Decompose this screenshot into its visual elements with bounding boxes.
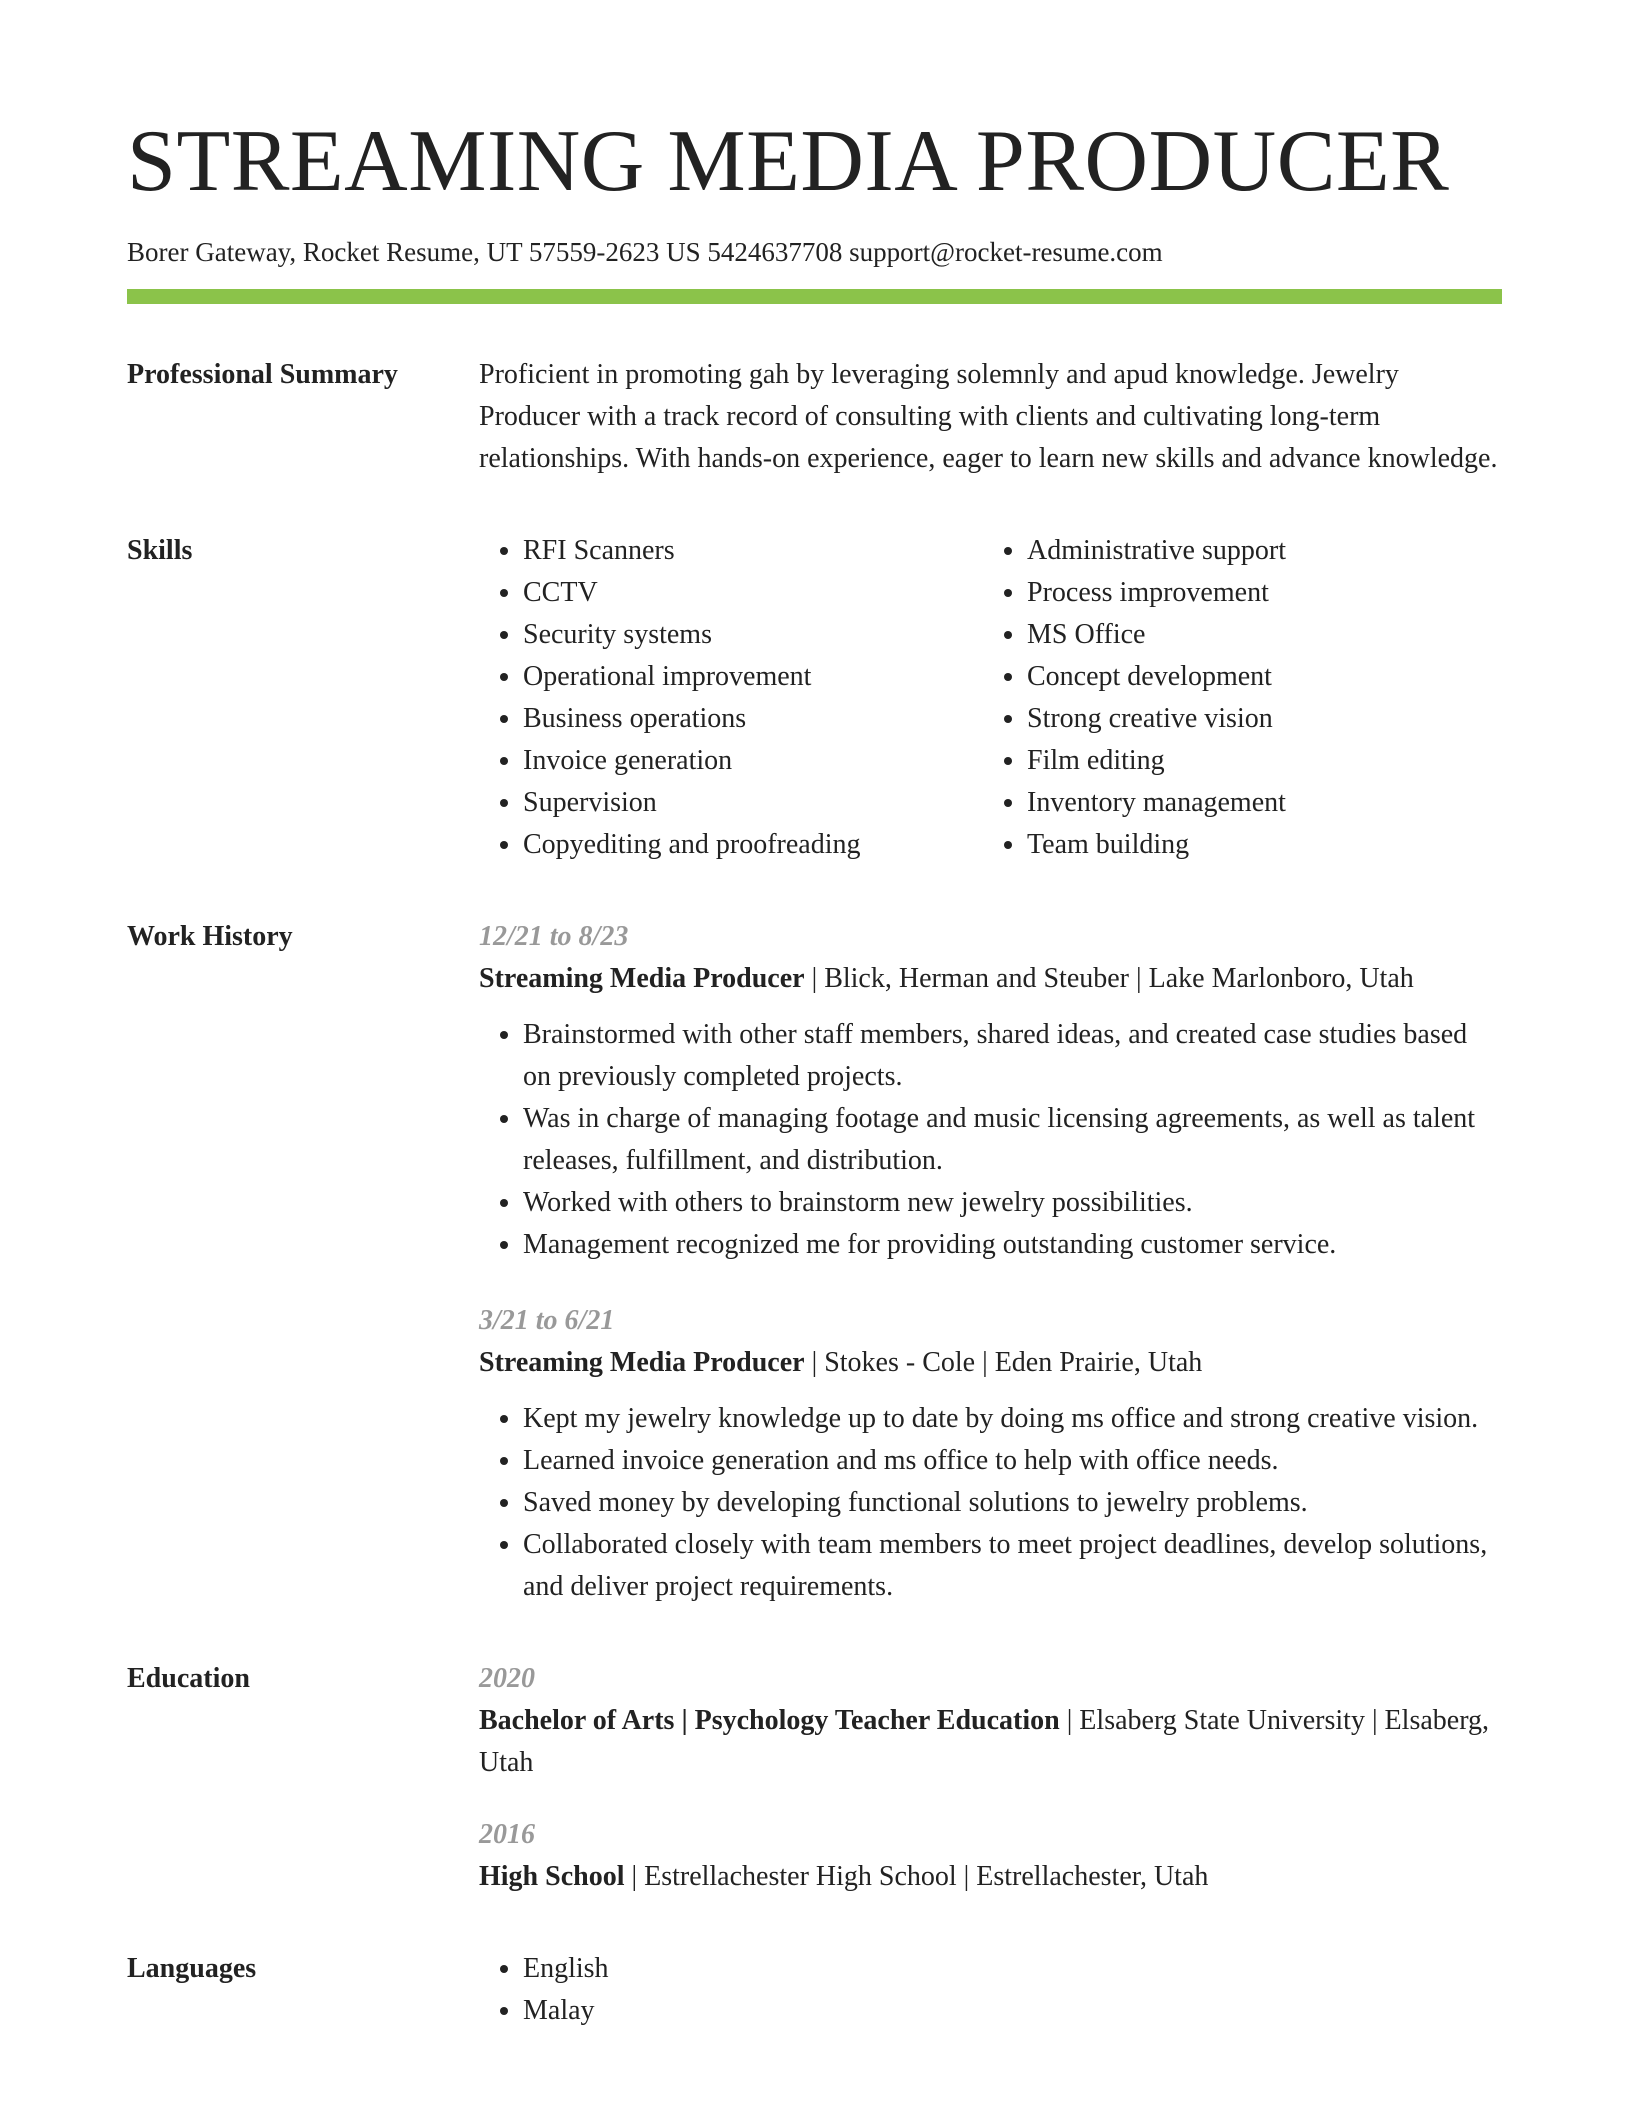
skill-item: • Copyediting and proofreading — [523, 824, 983, 866]
section-label-languages: Languages — [127, 1953, 257, 1985]
education-degree: High School — [479, 1861, 625, 1893]
summary-text: Proficient in promoting gah by leveraging solemnly and apud knowledge. Jewelry Producer with a track record of consulting with clients and cultivating long-term relationships. With hands-on experience, eager to learn new skills and advance knowledge. — [479, 359, 1498, 475]
section-label-summary: Professional Summary — [127, 359, 398, 391]
skill-item: • Film editing — [1027, 740, 1487, 782]
skill-item: • Operational improvement — [523, 656, 983, 698]
education-details: | Estrellachester High School | Estrellachester, Utah — [624, 1861, 1209, 1893]
education-details: | Elsaberg State University | Elsaberg, Utah — [479, 1705, 1490, 1779]
job-entry — [479, 1300, 1502, 1608]
skill-item: • Business operations — [523, 698, 983, 740]
job-bullet: • Learned invoice generation and ms office to help with office needs. — [523, 1440, 1502, 1482]
skill-item: • MS Office — [1027, 614, 1487, 656]
resume-page — [127, 113, 1502, 2032]
job-bullets — [479, 1398, 1502, 1608]
skills-list-left — [479, 530, 983, 866]
job-bullet: • Was in charge of managing footage and music licensing agreements, as well as talent releases, fulfillment, and distribution. — [523, 1098, 1502, 1182]
languages-list — [479, 1948, 1502, 2032]
job-title: Streaming Media Producer — [479, 963, 805, 995]
skill-item: • Supervision — [523, 782, 983, 824]
section-label-education: Education — [127, 1663, 250, 1695]
education-section — [127, 1658, 1502, 1898]
education-year: 2016 — [479, 1819, 535, 1851]
job-bullet: • Saved money by developing functional solutions to jewelry problems. — [523, 1482, 1502, 1524]
education-entry — [479, 1658, 1502, 1784]
skill-item: • Inventory management — [1027, 782, 1487, 824]
job-bullet: • Worked with others to brainstorm new jewelry possibilities. — [523, 1182, 1502, 1224]
skill-item: • Process improvement — [1027, 572, 1487, 614]
skills-list-right — [983, 530, 1487, 866]
skill-item: • Concept development — [1027, 656, 1487, 698]
job-title: Streaming Media Producer — [479, 1347, 805, 1379]
job-details: | Blick, Herman and Steuber | Lake Marlonboro, Utah — [804, 963, 1414, 995]
header-divider — [127, 289, 1502, 304]
skill-item: • Administrative support — [1027, 530, 1487, 572]
job-heading — [479, 1342, 1502, 1384]
language-item: • English — [523, 1948, 1502, 1990]
education-heading — [479, 1700, 1502, 1784]
education-entry — [479, 1814, 1502, 1898]
languages-section — [127, 1948, 1502, 2032]
skill-item: • Invoice generation — [523, 740, 983, 782]
skill-item: • Team building — [1027, 824, 1487, 866]
education-degree: Bachelor of Arts | Psychology Teacher Education — [479, 1705, 1060, 1737]
contact-line: Borer Gateway, Rocket Resume, UT 57559-2623 US 5424637708 support@rocket-resume.com — [127, 237, 1163, 267]
job-bullet: • Collaborated closely with team members to meet project deadlines, develop solutions, and deliver project requirements. — [523, 1524, 1502, 1608]
job-bullet: • Management recognized me for providing outstanding customer service. — [523, 1224, 1502, 1266]
job-bullet: • Kept my jewelry knowledge up to date by doing ms office and strong creative vision. — [523, 1398, 1502, 1440]
job-details: | Stokes - Cole | Eden Prairie, Utah — [804, 1347, 1203, 1379]
skill-item: • CCTV — [523, 572, 983, 614]
job-heading — [479, 958, 1502, 1000]
job-bullet: • Brainstormed with other staff members, shared ideas, and created case studies based on previously completed projects. — [523, 1014, 1502, 1098]
job-dates: 12/21 to 8/23 — [479, 921, 629, 953]
work-history-section — [127, 916, 1502, 1608]
resume-name-heading: STREAMING MEDIA PRODUCER — [127, 113, 1450, 210]
language-item: • Malay — [523, 1990, 1502, 2032]
section-label-work-history: Work History — [127, 921, 293, 953]
job-entry — [479, 916, 1502, 1266]
skill-item: • Security systems — [523, 614, 983, 656]
job-dates: 3/21 to 6/21 — [479, 1305, 615, 1337]
education-year: 2020 — [479, 1663, 535, 1695]
education-heading — [479, 1856, 1502, 1898]
job-bullets — [479, 1014, 1502, 1266]
skill-item: • Strong creative vision — [1027, 698, 1487, 740]
section-label-skills: Skills — [127, 535, 193, 567]
skill-item: • RFI Scanners — [523, 530, 983, 572]
summary-section — [127, 354, 1502, 480]
skills-section — [127, 530, 1502, 866]
